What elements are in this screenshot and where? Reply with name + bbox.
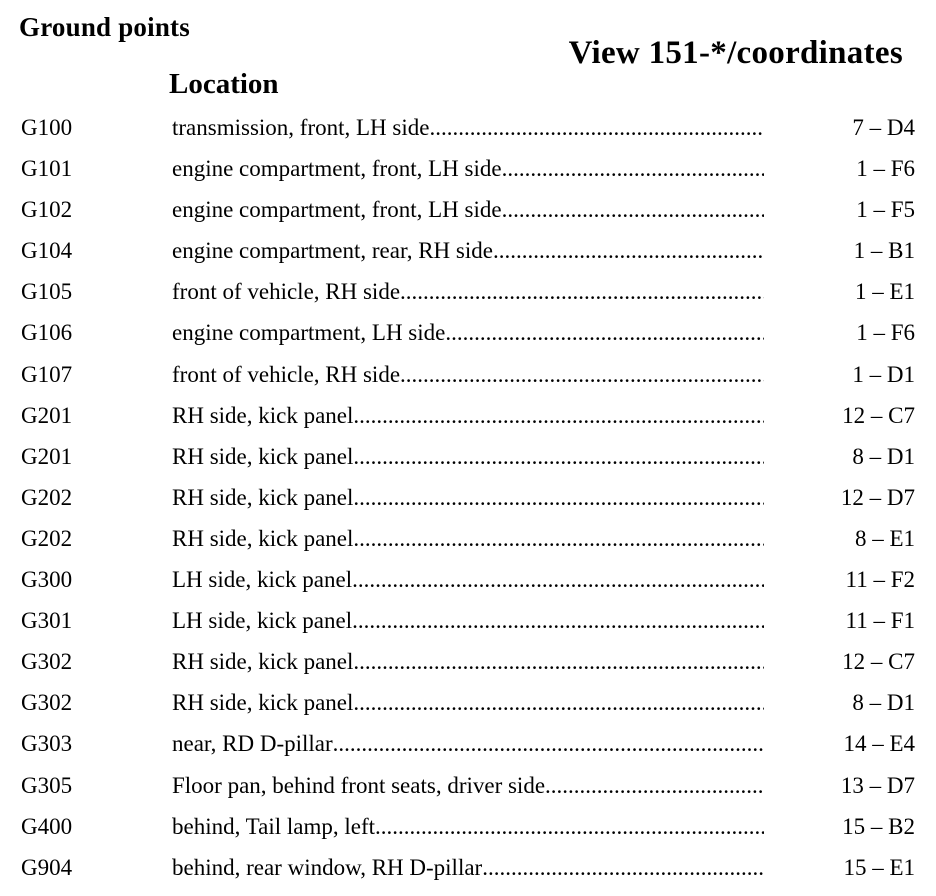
list-item xyxy=(0,395,936,436)
ground-code: G302 xyxy=(21,649,73,675)
list-item xyxy=(0,354,936,395)
leader-dots xyxy=(353,436,764,477)
view-coordinates-heading: View 151-*/coordinates xyxy=(568,35,903,71)
leader-dots xyxy=(353,682,764,723)
ground-coordinate: 14 – E4 xyxy=(843,731,915,757)
ground-code: G101 xyxy=(21,156,73,182)
ground-location: engine compartment, front, LH side xyxy=(172,156,502,182)
ground-code: G104 xyxy=(21,238,73,264)
list-item xyxy=(0,107,936,148)
ground-coordinate: 11 – F2 xyxy=(845,567,915,593)
location-column-header: Location xyxy=(169,68,279,100)
ground-location: front of vehicle, RH side xyxy=(172,361,401,387)
ground-coordinate: 1 – D1 xyxy=(852,361,915,387)
ground-coordinate: 1 – F6 xyxy=(856,156,915,182)
ground-location: Floor pan, behind front seats, driver side xyxy=(172,772,546,798)
list-item xyxy=(0,641,936,682)
list-item xyxy=(0,847,936,888)
leader-dots xyxy=(353,641,764,682)
ground-code: G302 xyxy=(21,690,73,716)
ground-code: G201 xyxy=(21,402,73,428)
list-item xyxy=(0,559,936,600)
ground-location: RH side, kick panel xyxy=(172,525,354,551)
ground-coordinate: 13 – D7 xyxy=(840,772,915,798)
ground-location: engine compartment, front, LH side xyxy=(172,197,502,223)
ground-points-list xyxy=(0,107,936,888)
ground-code: G400 xyxy=(21,813,73,839)
ground-coordinate: 15 – B2 xyxy=(842,813,915,839)
ground-code: G201 xyxy=(21,443,73,469)
list-item xyxy=(0,436,936,477)
list-item xyxy=(0,600,936,641)
ground-code: G100 xyxy=(21,115,73,140)
ground-code: G102 xyxy=(21,197,73,223)
list-item xyxy=(0,312,936,353)
ground-coordinate: 7 – D4 xyxy=(852,115,915,140)
list-item xyxy=(0,723,936,764)
leader-dots xyxy=(493,230,764,271)
ground-code: G106 xyxy=(21,320,73,346)
ground-location: LH side, kick panel xyxy=(172,608,353,634)
leader-dots xyxy=(353,477,764,518)
leader-dots xyxy=(352,559,764,600)
ground-location: RH side, kick panel xyxy=(172,649,354,675)
ground-code: G202 xyxy=(21,484,73,510)
ground-coordinate: 12 – C7 xyxy=(842,402,915,428)
ground-location: engine compartment, LH side xyxy=(172,320,446,346)
ground-location: front of vehicle, RH side xyxy=(172,279,401,305)
ground-coordinate: 8 – D1 xyxy=(852,690,915,716)
ground-coordinate: 1 – F6 xyxy=(856,320,915,346)
ground-location: LH side, kick panel xyxy=(172,567,353,593)
ground-code: G202 xyxy=(21,525,73,551)
ground-location: behind, rear window, RH D-pillar xyxy=(172,854,483,880)
list-item xyxy=(0,189,936,230)
ground-location: transmission, front, LH side xyxy=(172,115,430,140)
list-item xyxy=(0,765,936,806)
ground-code: G300 xyxy=(21,567,73,593)
ground-coordinate: 1 – F5 xyxy=(856,197,915,223)
leader-dots xyxy=(429,107,764,148)
ground-coordinate: 12 – D7 xyxy=(840,484,915,510)
leader-dots xyxy=(502,189,764,230)
leader-dots xyxy=(353,518,764,559)
ground-code: G107 xyxy=(21,361,73,387)
ground-coordinate: 8 – D1 xyxy=(852,443,915,469)
ground-location: near, RD D-pillar xyxy=(172,731,333,757)
ground-location: RH side, kick panel xyxy=(172,443,354,469)
leader-dots xyxy=(352,600,764,641)
leader-dots xyxy=(502,148,764,189)
leader-dots xyxy=(353,395,764,436)
ground-location: RH side, kick panel xyxy=(172,402,354,428)
list-item xyxy=(0,682,936,723)
leader-dots xyxy=(545,765,764,806)
page-title: Ground points xyxy=(19,12,190,42)
ground-location: RH side, kick panel xyxy=(172,690,354,716)
ground-coordinate: 15 – E1 xyxy=(843,854,915,880)
ground-coordinate: 8 – E1 xyxy=(854,525,915,551)
ground-coordinate: 1 – E1 xyxy=(854,279,915,305)
ground-location: engine compartment, rear, RH side xyxy=(172,238,493,264)
list-item xyxy=(0,477,936,518)
list-item xyxy=(0,806,936,847)
ground-coordinate: 11 – F1 xyxy=(845,608,915,634)
leader-dots xyxy=(445,312,764,353)
ground-code: G301 xyxy=(21,608,73,634)
ground-location: behind, Tail lamp, left xyxy=(172,813,376,839)
list-item xyxy=(0,148,936,189)
ground-coordinate: 1 – B1 xyxy=(853,238,915,264)
ground-coordinate: 12 – C7 xyxy=(842,649,915,675)
leader-dots xyxy=(333,723,764,764)
list-item xyxy=(0,518,936,559)
list-item xyxy=(0,230,936,271)
list-item xyxy=(0,271,936,312)
ground-location: RH side, kick panel xyxy=(172,484,354,510)
ground-code: G904 xyxy=(21,854,73,880)
ground-code: G105 xyxy=(21,279,73,305)
ground-code: G303 xyxy=(21,731,73,757)
leader-dots xyxy=(482,847,764,888)
leader-dots xyxy=(400,271,764,312)
leader-dots xyxy=(375,806,764,847)
leader-dots xyxy=(400,354,764,395)
ground-code: G305 xyxy=(21,772,73,798)
